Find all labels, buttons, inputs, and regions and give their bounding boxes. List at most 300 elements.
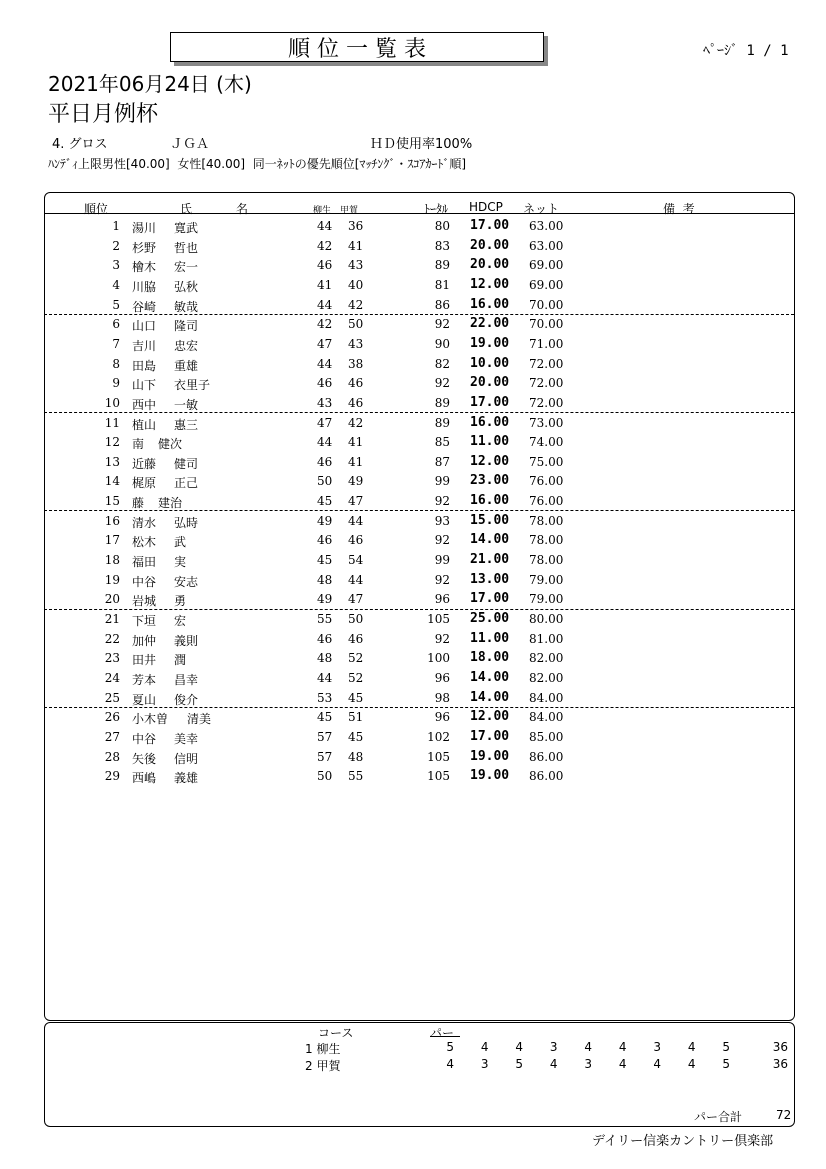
given-name-cell: 建治 bbox=[158, 496, 183, 511]
total-cell: 85 bbox=[434, 435, 450, 450]
rank-cell: 25 bbox=[104, 690, 120, 705]
par-label: パー bbox=[430, 1026, 455, 1040]
course1-score-cell: 44 bbox=[317, 435, 333, 450]
net-cell: 74.00 bbox=[529, 435, 564, 450]
hdcp-cell: 16.00 bbox=[470, 414, 510, 430]
family-name-cell: 芳本 bbox=[132, 672, 157, 687]
course1-score-cell: 44 bbox=[317, 297, 333, 312]
table-row bbox=[44, 413, 794, 433]
course2-score-cell: 46 bbox=[348, 533, 364, 548]
table-row bbox=[44, 393, 794, 413]
total-cell: 81 bbox=[434, 277, 450, 292]
course1-score-cell: 46 bbox=[317, 258, 333, 273]
course1-score-cell: 45 bbox=[317, 553, 333, 568]
col-name-header-a: 氏 bbox=[180, 202, 193, 216]
rank-cell: 21 bbox=[104, 612, 120, 626]
course2-score-cell: 47 bbox=[348, 494, 364, 509]
hdcp-cell: 12.00 bbox=[470, 709, 510, 725]
course1-score-cell: 43 bbox=[317, 395, 333, 410]
rank-cell: 26 bbox=[104, 710, 120, 725]
given-name-cell: 一敏 bbox=[174, 397, 199, 412]
net-cell: 70.00 bbox=[529, 317, 564, 332]
course2-score-cell: 47 bbox=[348, 592, 364, 607]
table-row bbox=[44, 589, 794, 609]
given-name-cell: 宏 bbox=[174, 614, 187, 628]
net-cell: 72.00 bbox=[529, 376, 564, 391]
hdcp-cell: 14.00 bbox=[470, 689, 510, 705]
course2-score-cell: 46 bbox=[348, 395, 364, 410]
total-cell: 90 bbox=[434, 336, 450, 351]
table-row bbox=[44, 530, 794, 550]
course-par-box bbox=[44, 1022, 795, 1127]
family-name-cell: 杉野 bbox=[132, 240, 157, 255]
total-cell: 92 bbox=[434, 494, 450, 509]
course2-score-cell: 42 bbox=[348, 415, 364, 430]
family-name-cell: 湯川 bbox=[132, 221, 157, 235]
total-cell: 92 bbox=[434, 631, 450, 646]
family-name-cell: 福田 bbox=[132, 555, 157, 570]
par-total-label: パー合計 bbox=[694, 1110, 743, 1124]
col-course2-header: 甲賀 bbox=[340, 206, 359, 216]
course1-score-cell: 44 bbox=[317, 356, 333, 371]
hdcp-cell: 11.00 bbox=[470, 630, 510, 646]
rank-cell: 9 bbox=[112, 376, 120, 391]
hdcp-cell: 15.00 bbox=[470, 512, 510, 528]
given-name-cell: 惠三 bbox=[174, 417, 199, 432]
hdcp-cell: 14.00 bbox=[470, 532, 510, 548]
hdcp-cell: 13.00 bbox=[470, 571, 510, 587]
net-cell: 73.00 bbox=[529, 415, 564, 430]
rank-cell: 27 bbox=[104, 729, 120, 744]
given-name-cell: 忠宏 bbox=[174, 338, 199, 353]
rank-cell: 6 bbox=[112, 317, 120, 332]
table-row bbox=[44, 609, 794, 629]
hole-par: 4 bbox=[618, 1040, 627, 1054]
hdcp-cell: 17.00 bbox=[470, 218, 510, 233]
col-rank-header: 順位 bbox=[84, 202, 109, 216]
total-cell: 105 bbox=[427, 749, 450, 764]
net-cell: 85.00 bbox=[529, 729, 564, 744]
course2-score-cell: 49 bbox=[348, 474, 364, 489]
report-title-box bbox=[170, 32, 544, 62]
given-name-cell: 正己 bbox=[174, 476, 199, 491]
total-cell: 96 bbox=[434, 592, 450, 607]
family-name-cell: 中谷 bbox=[132, 731, 157, 746]
rank-cell: 11 bbox=[104, 415, 120, 430]
total-cell: 98 bbox=[434, 690, 450, 705]
hole-par: 4 bbox=[515, 1040, 523, 1054]
category-label: 4. グロス bbox=[52, 137, 108, 152]
col-total-header: ﾄｰﾀﾙ bbox=[424, 202, 449, 216]
hole-par: 3 bbox=[584, 1057, 592, 1071]
rank-cell: 2 bbox=[112, 238, 120, 253]
hdcp-cell: 20.00 bbox=[470, 257, 510, 273]
course2-score-cell: 52 bbox=[348, 670, 364, 685]
hole-par: 4 bbox=[687, 1057, 696, 1071]
net-cell: 82.00 bbox=[529, 670, 564, 685]
rank-cell: 22 bbox=[104, 631, 120, 646]
rank-cell: 16 bbox=[104, 513, 120, 528]
course2-score-cell: 51 bbox=[348, 710, 364, 725]
rank-cell: 7 bbox=[112, 336, 120, 351]
hd-rate-label: ＨＤ使用率100% bbox=[370, 137, 473, 152]
course-name: 2 甲賀 bbox=[305, 1059, 341, 1073]
table-row bbox=[44, 511, 794, 531]
total-cell: 92 bbox=[434, 376, 450, 391]
course2-score-cell: 43 bbox=[348, 336, 364, 351]
total-cell: 99 bbox=[434, 553, 450, 568]
net-cell: 79.00 bbox=[529, 592, 564, 607]
given-name-cell: 武 bbox=[174, 535, 187, 550]
family-name-cell: 梶原 bbox=[132, 476, 157, 491]
total-cell: 83 bbox=[434, 238, 450, 253]
family-name-cell: 植山 bbox=[132, 417, 157, 432]
given-name-cell: 美幸 bbox=[174, 731, 199, 746]
hdcp-cell: 17.00 bbox=[470, 728, 510, 744]
club-name: デイリー信楽カントリー倶楽部 bbox=[592, 1134, 774, 1149]
header-divider bbox=[44, 213, 795, 214]
hole-par: 4 bbox=[480, 1040, 489, 1054]
association-label: ＪＧＡ bbox=[170, 137, 210, 152]
total-cell: 92 bbox=[434, 533, 450, 548]
course1-score-cell: 42 bbox=[317, 238, 333, 253]
table-row bbox=[44, 688, 794, 708]
given-name-cell: 弘時 bbox=[174, 515, 199, 530]
hdcp-cell: 14.00 bbox=[470, 669, 510, 685]
hole-par: 4 bbox=[653, 1057, 661, 1071]
hdcp-cell: 17.00 bbox=[470, 394, 510, 410]
net-cell: 72.00 bbox=[529, 395, 564, 410]
rank-cell: 3 bbox=[112, 258, 120, 273]
family-name-cell: 近藤 bbox=[132, 456, 157, 471]
table-row bbox=[44, 452, 794, 472]
rank-cell: 20 bbox=[104, 592, 120, 607]
total-cell: 100 bbox=[427, 651, 450, 666]
table-row bbox=[44, 707, 794, 727]
given-name-cell: 哲也 bbox=[174, 240, 199, 255]
table-row bbox=[44, 747, 794, 767]
family-name-cell: 山口 bbox=[132, 319, 157, 334]
total-cell: 87 bbox=[434, 454, 450, 469]
rank-cell: 5 bbox=[112, 297, 120, 312]
given-name-cell: 宏一 bbox=[174, 260, 199, 275]
hole-par: 4 bbox=[446, 1057, 454, 1071]
table-row bbox=[44, 766, 794, 786]
total-cell: 93 bbox=[434, 513, 450, 528]
col-net-header: ネット bbox=[523, 202, 560, 216]
net-cell: 84.00 bbox=[529, 710, 564, 725]
family-name-cell: 小木曽 bbox=[132, 712, 169, 727]
col-course1-header: 柳生 bbox=[313, 206, 332, 216]
info-line bbox=[52, 133, 552, 152]
rank-cell: 15 bbox=[104, 494, 120, 509]
handicap-rule: ﾊﾝﾃﾞｨ上限男性[40.00] 女性[40.00] 同一ﾈｯﾄの優先順位[ﾏｯﾁﾝｸﾞ・ｽｺｱｶｰﾄﾞ順] bbox=[48, 157, 467, 171]
col-hdcp-header: HDCP bbox=[469, 200, 503, 214]
rank-cell: 1 bbox=[112, 219, 120, 233]
given-name-cell: 弘秋 bbox=[174, 279, 199, 294]
course-label: コース bbox=[318, 1026, 354, 1040]
given-name-cell: 衣里子 bbox=[174, 378, 211, 393]
table-row bbox=[44, 275, 794, 295]
family-name-cell: 松木 bbox=[132, 535, 157, 550]
net-cell: 82.00 bbox=[529, 651, 564, 666]
family-name-cell: 田島 bbox=[132, 358, 157, 373]
course1-score-cell: 46 bbox=[317, 454, 333, 469]
course2-score-cell: 41 bbox=[348, 454, 364, 469]
net-cell: 86.00 bbox=[529, 769, 564, 784]
given-name-cell: 実 bbox=[174, 555, 187, 570]
course1-score-cell: 44 bbox=[317, 670, 333, 685]
net-cell: 81.00 bbox=[529, 631, 564, 646]
table-row bbox=[44, 236, 794, 256]
table-row bbox=[44, 295, 794, 315]
net-cell: 72.00 bbox=[529, 356, 564, 371]
rank-cell: 12 bbox=[104, 435, 120, 450]
course1-score-cell: 48 bbox=[317, 572, 333, 587]
family-name-cell: 清水 bbox=[132, 515, 157, 530]
course1-score-cell: 50 bbox=[317, 474, 333, 489]
net-cell: 76.00 bbox=[529, 494, 564, 509]
course1-score-cell: 44 bbox=[317, 219, 333, 233]
given-name-cell: 義雄 bbox=[174, 771, 199, 786]
family-name-cell: 西中 bbox=[132, 397, 157, 412]
course1-score-cell: 42 bbox=[317, 317, 333, 332]
course1-score-cell: 49 bbox=[317, 592, 333, 607]
total-cell: 105 bbox=[427, 612, 450, 626]
course1-score-cell: 50 bbox=[317, 769, 333, 784]
net-cell: 84.00 bbox=[529, 690, 564, 705]
given-name-cell: 勇 bbox=[174, 594, 187, 609]
col-remarks-header: 備 考 bbox=[663, 202, 695, 216]
total-cell: 92 bbox=[434, 317, 450, 332]
hole-par: 3 bbox=[549, 1040, 558, 1054]
net-cell: 63.00 bbox=[529, 238, 564, 253]
rank-cell: 18 bbox=[104, 553, 120, 568]
family-name-cell: 下垣 bbox=[132, 614, 157, 628]
course2-score-cell: 41 bbox=[348, 238, 364, 253]
table-row bbox=[44, 629, 794, 649]
total-cell: 89 bbox=[434, 395, 450, 410]
hdcp-cell: 19.00 bbox=[470, 748, 510, 764]
course2-score-cell: 50 bbox=[348, 317, 364, 332]
hole-par: 4 bbox=[584, 1040, 592, 1054]
total-cell: 82 bbox=[434, 356, 450, 371]
hdcp-cell: 20.00 bbox=[470, 237, 510, 253]
hole-par: 3 bbox=[480, 1057, 489, 1071]
net-cell: 79.00 bbox=[529, 572, 564, 587]
given-name-cell: 隆司 bbox=[174, 319, 199, 334]
family-name-cell: 谷崎 bbox=[132, 299, 157, 314]
net-cell: 69.00 bbox=[529, 277, 564, 292]
rank-cell: 19 bbox=[104, 572, 120, 587]
hole-par: 4 bbox=[549, 1057, 558, 1071]
course1-score-cell: 49 bbox=[317, 513, 333, 528]
table-row bbox=[44, 668, 794, 688]
event-date: 2021年06月24日 (木) bbox=[48, 72, 252, 96]
hdcp-cell: 22.00 bbox=[470, 316, 510, 332]
course2-score-cell: 41 bbox=[348, 435, 364, 450]
event-name: 平日月例杯 bbox=[48, 102, 159, 127]
hdcp-cell: 25.00 bbox=[470, 611, 510, 626]
table-row bbox=[44, 373, 794, 393]
rank-cell: 4 bbox=[112, 277, 120, 292]
hole-par: 5 bbox=[722, 1040, 730, 1054]
course1-score-cell: 53 bbox=[317, 690, 333, 705]
col-name-header-b: 名 bbox=[236, 202, 249, 216]
course2-score-cell: 40 bbox=[348, 277, 364, 292]
hdcp-cell: 12.00 bbox=[470, 276, 510, 292]
hdcp-cell: 19.00 bbox=[470, 335, 510, 351]
course2-score-cell: 50 bbox=[348, 612, 364, 626]
family-name-cell: 檜木 bbox=[132, 260, 157, 275]
course-par-total: 36 bbox=[772, 1040, 788, 1054]
course1-score-cell: 48 bbox=[317, 651, 333, 666]
course-name: 1 柳生 bbox=[305, 1042, 341, 1056]
given-name-cell: 敏哉 bbox=[174, 299, 199, 314]
table-row bbox=[44, 727, 794, 747]
rank-cell: 13 bbox=[104, 454, 120, 469]
course2-score-cell: 43 bbox=[348, 258, 364, 273]
course2-score-cell: 54 bbox=[348, 553, 364, 568]
course2-score-cell: 38 bbox=[348, 356, 364, 371]
course-par-total: 36 bbox=[772, 1057, 788, 1071]
family-name-cell: 南 bbox=[132, 437, 145, 452]
net-cell: 63.00 bbox=[529, 219, 564, 233]
rank-cell: 17 bbox=[104, 533, 120, 548]
report-title: 順 位 一 覧 表 bbox=[288, 36, 426, 62]
course1-score-cell: 46 bbox=[317, 533, 333, 548]
family-name-cell: 岩城 bbox=[132, 594, 157, 609]
hole-par: 3 bbox=[653, 1040, 661, 1054]
net-cell: 71.00 bbox=[529, 336, 564, 351]
course2-score-cell: 48 bbox=[348, 749, 364, 764]
course1-score-cell: 47 bbox=[317, 415, 333, 430]
total-cell: 96 bbox=[434, 670, 450, 685]
hdcp-cell: 11.00 bbox=[470, 434, 510, 450]
net-cell: 70.00 bbox=[529, 297, 564, 312]
course2-score-cell: 52 bbox=[348, 651, 364, 666]
given-name-cell: 重雄 bbox=[174, 358, 199, 373]
hdcp-cell: 10.00 bbox=[470, 355, 510, 371]
net-cell: 75.00 bbox=[529, 454, 564, 469]
given-name-cell: 寛武 bbox=[174, 221, 199, 235]
given-name-cell: 信明 bbox=[174, 751, 199, 766]
rank-cell: 23 bbox=[104, 651, 120, 666]
table-row bbox=[44, 334, 794, 354]
table-row bbox=[44, 255, 794, 275]
course1-score-cell: 57 bbox=[317, 729, 333, 744]
table-row bbox=[44, 648, 794, 668]
rank-cell: 24 bbox=[104, 670, 120, 685]
table-row bbox=[44, 354, 794, 374]
hole-par: 5 bbox=[446, 1040, 454, 1054]
total-cell: 89 bbox=[434, 258, 450, 273]
course1-score-cell: 45 bbox=[317, 494, 333, 509]
given-name-cell: 義則 bbox=[174, 633, 199, 648]
family-name-cell: 矢後 bbox=[132, 751, 157, 766]
total-cell: 86 bbox=[434, 297, 450, 312]
given-name-cell: 健司 bbox=[174, 456, 199, 471]
course1-score-cell: 46 bbox=[317, 376, 333, 391]
course2-score-cell: 36 bbox=[348, 219, 364, 233]
course2-score-cell: 46 bbox=[348, 376, 364, 391]
net-cell: 80.00 bbox=[529, 612, 564, 626]
net-cell: 76.00 bbox=[529, 474, 564, 489]
net-cell: 78.00 bbox=[529, 533, 564, 548]
course1-score-cell: 45 bbox=[317, 710, 333, 725]
total-cell: 99 bbox=[434, 474, 450, 489]
net-cell: 86.00 bbox=[529, 749, 564, 764]
hdcp-cell: 23.00 bbox=[470, 473, 510, 489]
table-row bbox=[44, 491, 794, 511]
course2-score-cell: 45 bbox=[348, 729, 364, 744]
net-cell: 78.00 bbox=[529, 553, 564, 568]
hdcp-cell: 19.00 bbox=[470, 768, 510, 784]
table-row bbox=[44, 216, 794, 236]
course1-score-cell: 57 bbox=[317, 749, 333, 764]
rank-cell: 29 bbox=[104, 769, 120, 784]
table-row bbox=[44, 471, 794, 491]
hdcp-cell: 21.00 bbox=[470, 552, 510, 568]
course2-score-cell: 45 bbox=[348, 690, 364, 705]
course2-score-cell: 42 bbox=[348, 297, 364, 312]
rank-cell: 28 bbox=[104, 749, 120, 764]
given-name-cell: 安志 bbox=[174, 574, 199, 589]
hdcp-cell: 18.00 bbox=[470, 650, 510, 666]
given-name-cell: 俊介 bbox=[174, 692, 199, 707]
course2-score-cell: 44 bbox=[348, 572, 364, 587]
par-underline bbox=[430, 1036, 460, 1037]
family-name-cell: 夏山 bbox=[132, 692, 157, 707]
family-name-cell: 西嶋 bbox=[132, 771, 157, 786]
total-cell: 96 bbox=[434, 710, 450, 725]
total-cell: 80 bbox=[434, 219, 450, 233]
family-name-cell: 中谷 bbox=[132, 574, 157, 589]
net-cell: 78.00 bbox=[529, 513, 564, 528]
hole-par: 4 bbox=[687, 1040, 696, 1054]
family-name-cell: 田井 bbox=[132, 653, 157, 668]
given-name-cell: 潤 bbox=[174, 653, 187, 668]
course1-score-cell: 41 bbox=[317, 277, 333, 292]
par-total-value: 72 bbox=[776, 1108, 792, 1122]
hole-par: 5 bbox=[722, 1057, 730, 1071]
family-name-cell: 山下 bbox=[132, 378, 157, 393]
family-name-cell: 藤 bbox=[132, 496, 145, 511]
hdcp-cell: 16.00 bbox=[470, 296, 510, 312]
course1-score-cell: 47 bbox=[317, 336, 333, 351]
family-name-cell: 吉川 bbox=[132, 338, 157, 353]
course1-score-cell: 55 bbox=[317, 612, 333, 626]
hdcp-cell: 12.00 bbox=[470, 453, 510, 469]
rank-cell: 14 bbox=[104, 474, 120, 489]
table-row bbox=[44, 314, 794, 334]
course2-score-cell: 46 bbox=[348, 631, 364, 646]
family-name-cell: 川脇 bbox=[132, 279, 157, 294]
rank-cell: 8 bbox=[112, 356, 120, 371]
hole-par: 5 bbox=[515, 1057, 523, 1071]
table-row bbox=[44, 570, 794, 590]
course2-score-cell: 55 bbox=[348, 769, 364, 784]
total-cell: 92 bbox=[434, 572, 450, 587]
hole-par: 4 bbox=[618, 1057, 627, 1071]
table-row bbox=[44, 432, 794, 452]
table-row bbox=[44, 550, 794, 570]
course1-score-cell: 46 bbox=[317, 631, 333, 646]
family-name-cell: 加仲 bbox=[132, 633, 157, 648]
page-number: ﾍﾟｰｼﾞ 1 / 1 bbox=[703, 43, 789, 59]
net-cell: 69.00 bbox=[529, 258, 564, 273]
rank-cell: 10 bbox=[104, 395, 120, 410]
